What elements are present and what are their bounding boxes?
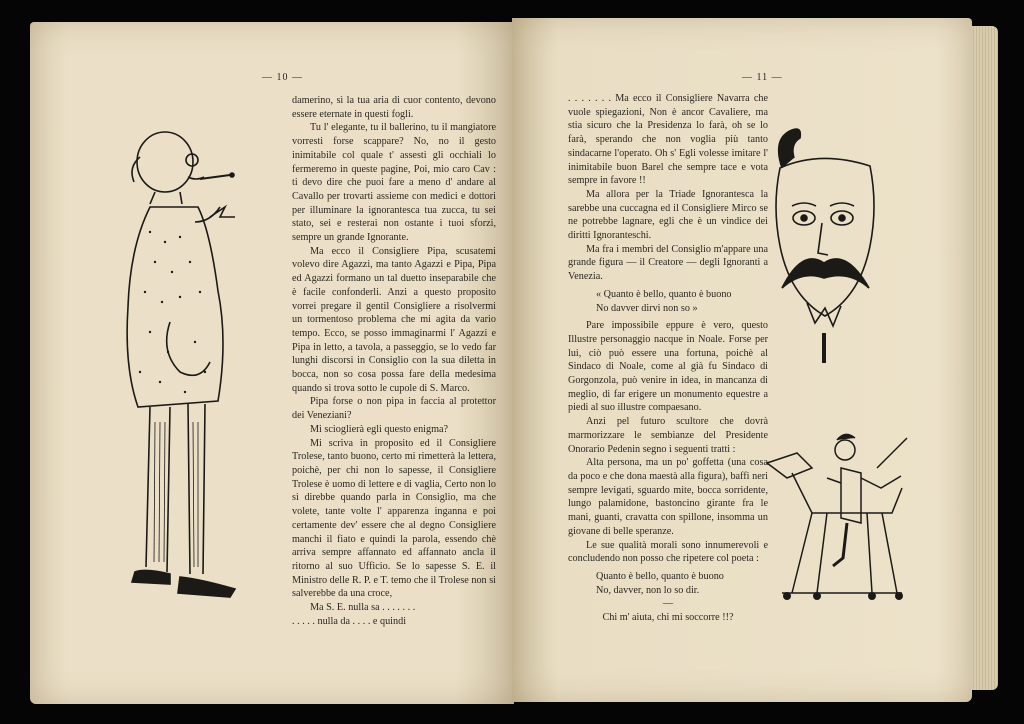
paragraph: damerino, sì la tua aria di cuor contento, devono essere eternate in questi fogli. [292,95,496,120]
caricature-wooden-horse-rider [757,428,917,608]
verse-line: No davver dirvi non so » [596,302,698,314]
page-number-left: — 10 — [262,72,303,83]
right-page [512,18,972,702]
paragraph: Mi scioglierà egli questo enigma? [310,423,449,435]
paragraph: Pipa forse o non pipa in faccia al protettor dei Veneziani? [292,396,496,422]
paragraph: Ma S. E. nulla sa . . . . . . . [310,602,416,614]
page-number-right: — 11 — [742,72,783,83]
separator-dash: — [662,598,674,610]
paragraph: Tu l' elegante, tu il ballerino, tu il mangiatore vorresti forse scappare? No, no il gesto inimitabile col quale t' assesti gli occhiali lo fermeremo in queste pagine, Poi, mio caro Cav : ti devo dire che puoi fare a meno d' andare al Cavallo per trovarti assieme con medici e dottori per illuminare la ignorantesca tua zucca, tu sei stato, sei e resterai non ostante i tuoi sforzi, sempre un grande Ignorante. [292,122,496,244]
paragraph: Mi scriva in proposito ed il Consigliere Trolese, tanto buono, certo mi rimetterà la lettera, poichè, per chi non lo sapesse, il Consigliere Trolese è uomo di lettere e di vaglia, Certo non lo si direbbe quando parla in Consiglio, ma che volete, tante volte l' apparenza inganna e poi certamente dev' essere che al degno Consigliere manchi il fiato e quindi la parola, essendo chè arriva sempre affannato ed affannato ancla il ritorno al suo Ufficio. Se lo sapesse S. E. il Ministro delle R. P. e T. temo che il Trolese non si salverebbe da una croce, [292,437,496,600]
closing-line: Chi m' aiuta, chi mi soccorre !!? [602,612,734,624]
verse-line: No, davver, non lo so dir. [596,584,700,596]
paragraph: Alta persona, ma un po' goffetta (una cosa da poco e che dona maestà alla figura), baffi neri sempre levigati, sguardo mite, bocca sorridente, lungo palamidone, bastoncino girante fra le mani, guanti, cravatta con spillone, insomma un giovane di belle speranze. [568,457,768,537]
left-text-column [292,94,496,628]
paragraph: Ma fra i membri del Consiglio m'appare una grande figura — il Creatore — degli Ignoranti a Venezia. [568,243,768,283]
paragraph: Ma allora per la Triade Ignorantesca la sarebbe una cuccagna ed il Consigliere Mirco se ne potrebbe lagnare, egli che è un vindice dei diritti Ignoranteschi. [568,188,768,242]
paragraph: . . . . . . . Ma ecco il Consigliere Navarra che vuole spiegazioni, Non è ancor Cavaliere, ma stia sicuro che la Presidenza lo farà, oh se lo farà, sperando che non voglia più tanto sindacarne l'operato. Oh s' Egli volesse imitare l' inimitabile buon Barel che sempre tace e vota sempre in favore !! [568,93,768,187]
page-edges [968,26,998,690]
paragraph: Ma ecco il Consigliere Pipa, scusatemi volevo dire Agazzi, ma tanto Agazzi e Pipa, Pipa ed Agazzi formano un tal duetto inseparabile che è facile confonderli. Anzi a questo proposito vorrei pregare il gentil Consigliere a risolvermi un tormentoso problema che mi agita da vario tempo. Ecco, se posso immaginarmi l' Agazzi e Pipa in letto, a tavola, a passeggio, se lo vedo far lunghi discorsi in Consiglio con la sua diletta in bocca, non so cosa possa fare della medesima quando si trova sotto le cupole di S. Marco. [292,245,496,394]
left-page [30,22,514,704]
verse-line: « Quanto è bello, quanto è buono [596,288,732,300]
caricature-mustache-face [762,128,902,368]
paragraph: Le sue qualità morali sono innumerevoli e concludendo non posso che ripetere col poeta : [568,539,768,565]
paragraph: . . . . . nulla da . . . . e quindi [292,615,407,627]
verse-line: Quanto è bello, quanto è buono [596,570,724,582]
paragraph: Anzi pel futuro scultore che dovrà marmorizzare le sembianze del Presidente Onorario Pedenin segno i seguenti tratti : [568,416,768,455]
right-text-column [568,92,768,625]
paragraph: Pare impossibile eppure è vero, questo Illustre personaggio nacque in Noale. Forse per lui, ciò può essere una fortuna, poichè al Sindaco di Noale, come al già fu Sindaco di Gorgonzola, può venire in idea, in mancanza di meglio, di far erigere un monumento equestre a piedi al suo illustre compaesano. [568,320,768,414]
caricature-standing-man [110,122,310,622]
